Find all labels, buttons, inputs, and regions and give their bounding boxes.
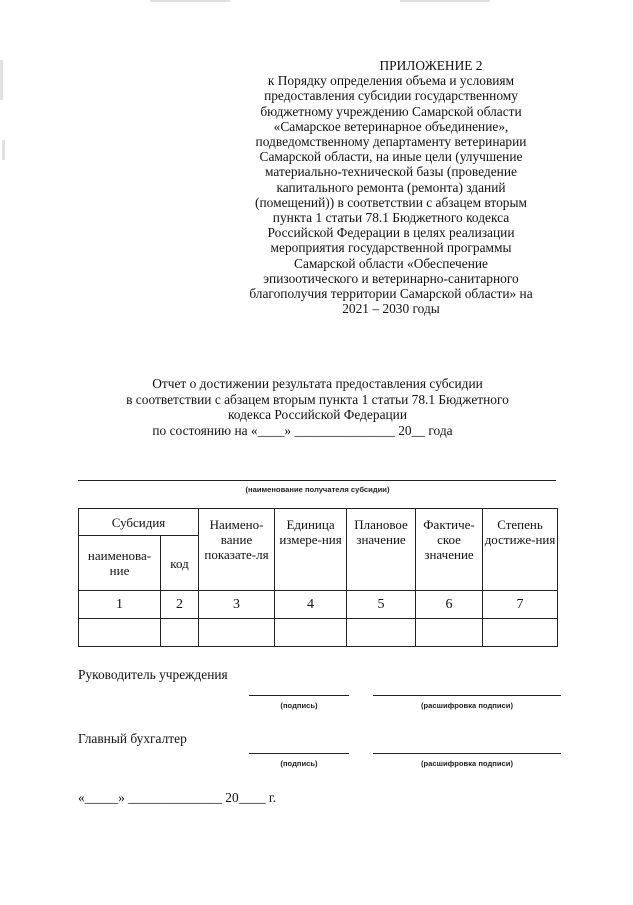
scan-noise xyxy=(400,0,490,2)
report-title xyxy=(60,376,575,438)
head-signature-caption: (подпись) xyxy=(280,701,318,710)
appendix-line: «Самарское ветеринарное объединение», xyxy=(273,118,509,134)
column-number: 4 xyxy=(275,591,347,619)
column-number: 2 xyxy=(161,591,199,619)
column-number: 7 xyxy=(483,591,558,619)
header-planned: Плановое значение xyxy=(347,509,416,591)
column-number: 3 xyxy=(199,591,275,619)
accountant-decode-line xyxy=(373,753,561,754)
appendix-line: капитального ремонта (ремонта) зданий xyxy=(276,179,506,195)
date-line: «_____» ______________ 20____ г. xyxy=(78,790,277,805)
appendix-line: Самарской области, на иные цели (улучшение xyxy=(259,149,523,165)
header-subsidy: Субсидия xyxy=(79,509,199,536)
head-decode-caption: (расшифровка подписи) xyxy=(421,701,513,710)
recipient-caption: (наименование получателя субсидии) xyxy=(245,485,390,494)
table-cell xyxy=(347,619,416,647)
column-number: 1 xyxy=(79,591,161,619)
appendix-line: материально-технической базы (проведение xyxy=(265,164,517,180)
appendix-line: мероприятия государственной программы xyxy=(270,240,512,256)
accountant-label: Главный бухгалтер xyxy=(78,731,187,746)
recipient-line xyxy=(78,480,556,481)
appendix-line: Самарской области «Обеспечение xyxy=(294,255,488,271)
table-cell xyxy=(483,619,558,647)
header-achievement: Степень достиже-ния xyxy=(483,509,558,591)
head-decode-line xyxy=(373,695,561,696)
appendix-heading: ПРИЛОЖЕНИЕ 2 xyxy=(379,58,483,73)
scan-noise xyxy=(0,60,3,100)
table-cell xyxy=(161,619,199,647)
header-subsidy-name: наименова-ние xyxy=(79,536,161,591)
appendix-line: 2021 – 2030 годы xyxy=(342,301,440,317)
appendix-line: предоставления субсидии государственному xyxy=(264,88,518,104)
report-line: в соответствии с абзацем вторым пункта 1 статьи 78.1 Бюджетного xyxy=(126,391,509,407)
header-actual: Фактиче-ское значение xyxy=(416,509,483,591)
scan-noise xyxy=(2,140,5,160)
appendix-block xyxy=(228,58,554,316)
report-table xyxy=(78,508,558,647)
header-indicator: Наимено-вание показате-ля xyxy=(199,509,275,591)
appendix-line: благополучия территории Самарской области» на xyxy=(249,286,533,302)
appendix-line: бюджетному учреждению Самарской области xyxy=(260,103,522,119)
table-cell xyxy=(79,619,161,647)
report-line: Отчет о достижении результата предоставления субсидии xyxy=(152,376,483,391)
appendix-line: пункта 1 статьи 78.1 Бюджетного кодекса xyxy=(272,210,510,226)
report-line: кодекса Российской Федерации xyxy=(227,407,408,423)
table-cell xyxy=(199,619,275,647)
accountant-decode-caption: (расшифровка подписи) xyxy=(421,759,513,768)
scan-noise xyxy=(150,0,230,2)
table-cell xyxy=(275,619,347,647)
appendix-line: к Порядку определения объема и условиям xyxy=(267,73,515,89)
column-number: 5 xyxy=(347,591,416,619)
header-subsidy-code: код xyxy=(161,536,199,591)
appendix-line: эпизоотического и ветеринарно-санитарного xyxy=(263,270,519,286)
table-cell xyxy=(416,619,483,647)
appendix-line: подведомственному департаменту ветеринарии xyxy=(255,134,527,150)
accountant-signature-caption: (подпись) xyxy=(280,759,318,768)
head-signature-line xyxy=(249,695,349,696)
head-label: Руководитель учреждения xyxy=(78,667,228,682)
header-unit: Единица измере-ния xyxy=(275,509,347,591)
appendix-line: Российской Федерации в целях реализации xyxy=(267,225,515,241)
report-date-line: по состоянию на «____» _______________ 20__ года xyxy=(152,422,453,438)
column-number: 6 xyxy=(416,591,483,619)
appendix-line: (помещений)) в соответствии с абзацем вторым xyxy=(255,194,527,210)
accountant-signature-line xyxy=(249,753,349,754)
